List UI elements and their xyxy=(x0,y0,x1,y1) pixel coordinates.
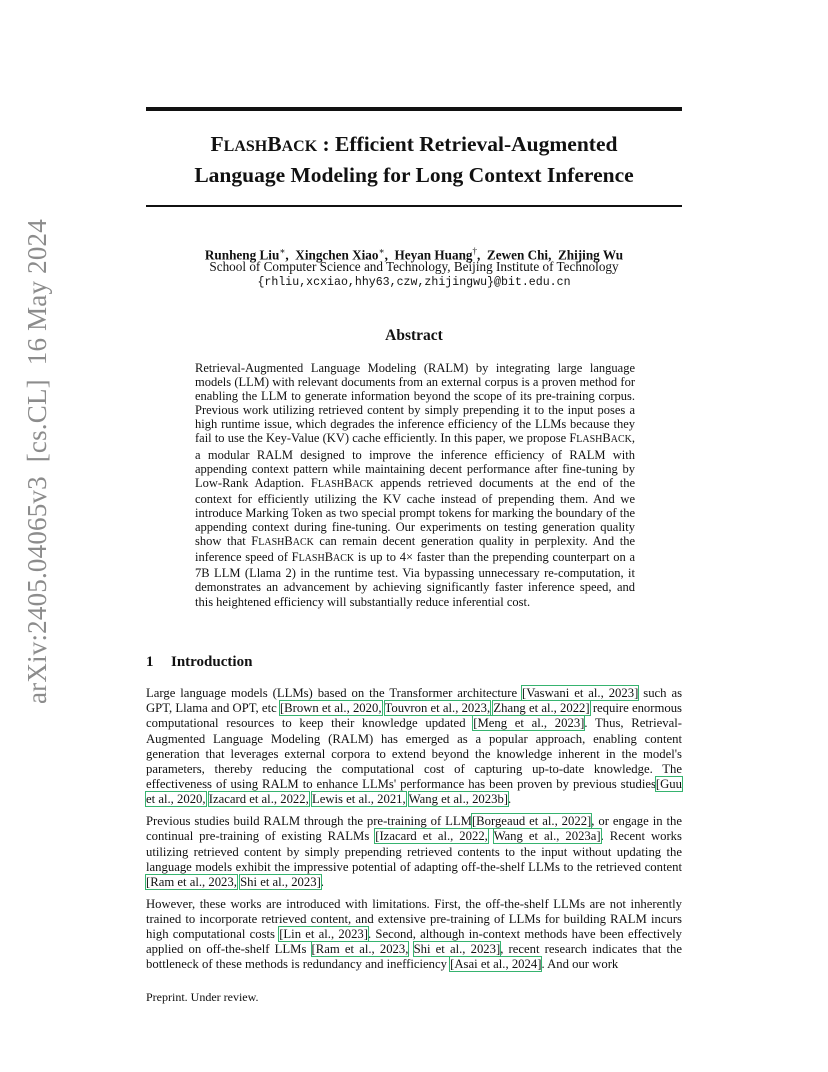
system-name: FLASHBACK xyxy=(251,534,314,549)
citation-link[interactable]: [Ram et al., 2023, xyxy=(146,874,237,889)
section-number: 1 xyxy=(146,654,154,670)
citation-link[interactable]: Shi et al., 2023] xyxy=(240,874,321,889)
author-mark: ∗ xyxy=(378,246,385,256)
citation-link[interactable]: Zhang et al., 2022] xyxy=(493,701,590,716)
abstract-body: Retrieval-Augmented Language Modeling (RALM) by integrating large language models (LLM) with relevant documents from an external corpus is a proven method for enabling the LLM to generate information beyond the scope of its pre-training corpus. Previous work utilizing retrieved content by simply prepending it to the input poses a high runtime issue, which degrades the inference efficiency of the LLMs because they fail to use the Key-Value (KV) cache efficiently. In this paper, we propose FLASHBACK, a modular RALM designed to improve the inference efficiency of RALM with appending context pattern while maintaining decent performance after fine-tuning by Low-Rank Adaption. FLASHBACK appends retrieved documents at the end of the context for efficiently utilizing the KV cache instead of prepending them. And we introduce Marking Token as two special prompt tokens for marking the boundary of the appending context during fine-tuning. Our experiments on testing generation quality show that FLASHBACK can remain decent generation quality in perplexity. And the inference speed of FLASHBACK is up to 4× faster than the prepending counterpart on a 7B LLM (Llama 2) in the runtime test. Via bypassing unnecessary re-computation, it demonstrates an advancement by achieving significantly faster inference speed, and this heightened efficiency will substantially reduce inferential cost. xyxy=(195,361,635,609)
citation-link[interactable]: [Brown et al., 2020, xyxy=(279,701,382,716)
author-list: Runheng Liu∗, Xingchen Xiao∗, Heyan Huang†, Zewen Chi, Zhijing Wu xyxy=(204,246,624,263)
author-emails[interactable]: {rhliu,xcxiao,hhy63,czw,zhijingwu}@bit.edu.cn xyxy=(257,276,571,289)
citation-link[interactable]: Shi et al., 2023] xyxy=(413,942,501,957)
title-bottom-rule xyxy=(146,205,682,207)
author-name: Runheng Liu xyxy=(204,247,280,263)
intro-paragraph-1: Large language models (LLMs) based on the Transformer architecture [Vaswani et al., 2023] such as GPT, Llama and OPT, etc [Brown et al., 2020, Touvron et al., 2023, Zhang et al., 2022] require enormous computational resources to keep their knowledge updated [Meng et al., 2023]. Thus, Retrieval-Augmented Language Modeling (RALM) has emerged as a popular approach, enabling content generation that leverages external corpora to extend beyond the knowledge inherent in the model's parameters, thereby reducing the computational cost of capturing up-to-date knowledge. The effectiveness of using RALM to enhance LLMs' performance has been proven by previous studies[Guu et al., 2020, Izacard et al., 2022, Lewis et al., 2021, Wang et al., 2023b]. xyxy=(146,686,683,807)
author-name: Heyan Huang xyxy=(394,247,473,263)
system-name: FLASHBACK xyxy=(310,475,374,490)
system-name: FLASHBACK xyxy=(569,431,632,446)
citation-link[interactable]: [Asai et al., 2024] xyxy=(450,957,542,972)
citation-link[interactable]: [Ram et al., 2023, xyxy=(311,942,409,957)
author-mark: ∗ xyxy=(279,246,286,256)
affiliation: School of Computer Science and Technology, Beijing Institute of Technology xyxy=(209,259,619,274)
abstract-heading: Abstract xyxy=(385,327,443,344)
citation-link[interactable]: Lewis et al., 2021, xyxy=(311,792,406,807)
intro-paragraph-3: However, these works are introduced with limitations. First, the off-the-shelf LLMs are not inherently trained to incorporate retrieved content, and extensive pre-training of LLMs for building RALM incurs high computational costs [Lin et al., 2023]. Second, although in-context methods have been effectively applied on off-the-shelf LLMs [Ram et al., 2023, Shi et al., 2023], recent research indicates that the bottleneck of these methods is redundancy and inefficiency [Asai et al., 2024]. And our work xyxy=(146,896,683,972)
section-title: Introduction xyxy=(171,654,253,670)
paper-title xyxy=(146,130,682,190)
introduction-body xyxy=(146,686,682,979)
author-name: Zhijing Wu xyxy=(558,247,624,263)
citation-link[interactable]: Touvron et al., 2023, xyxy=(384,701,491,716)
arxiv-identifier-stamp: arXiv:2405.04065v3 [cs.CL] 16 May 2024 xyxy=(22,219,52,704)
author-name: Xingchen Xiao xyxy=(295,247,379,263)
section-heading-introduction xyxy=(146,652,252,672)
citation-link[interactable]: Wang et al., 2023b] xyxy=(408,792,509,807)
title-top-rule xyxy=(146,107,682,111)
title-line-1: FLASHBACK : Efficient Retrieval-Augmented xyxy=(210,132,618,156)
preprint-footer: Preprint. Under review. xyxy=(146,990,259,1004)
citation-link[interactable]: [Guu et al., 2020, xyxy=(146,777,682,807)
citation-link[interactable]: [Borgeaud et al., 2022] xyxy=(471,814,592,829)
system-name: FLASHBACK xyxy=(291,550,355,565)
citation-link[interactable]: [Izacard et al., 2022, xyxy=(375,829,488,844)
citation-link[interactable]: [Lin et al., 2023] xyxy=(279,927,368,942)
intro-paragraph-2: Previous studies build RALM through the pre-training of LLM[Borgeaud et al., 2022], or engage in the continual pre-training of existing RALMs [Izacard et al., 2022, Wang et al., 2023a]. Recent works utilizing retrieved content by simply prepending retrieved contents to the input without updating the language models exhibit the impressive potential of adapting off-the-shelf LLMs to the retrieved content [Ram et al., 2023, Shi et al., 2023]. xyxy=(146,814,682,889)
citation-link[interactable]: Izacard et al., 2022, xyxy=(208,792,309,807)
title-line-2: Language Modeling for Long Context Inference xyxy=(194,163,634,187)
author-mark: † xyxy=(472,246,478,256)
citation-link[interactable]: [Vaswani et al., 2023] xyxy=(522,686,639,700)
author-name: Zewen Chi xyxy=(486,247,549,263)
citation-link[interactable]: [Meng et al., 2023] xyxy=(473,716,585,731)
citation-link[interactable]: Wang et al., 2023a] xyxy=(493,829,601,844)
